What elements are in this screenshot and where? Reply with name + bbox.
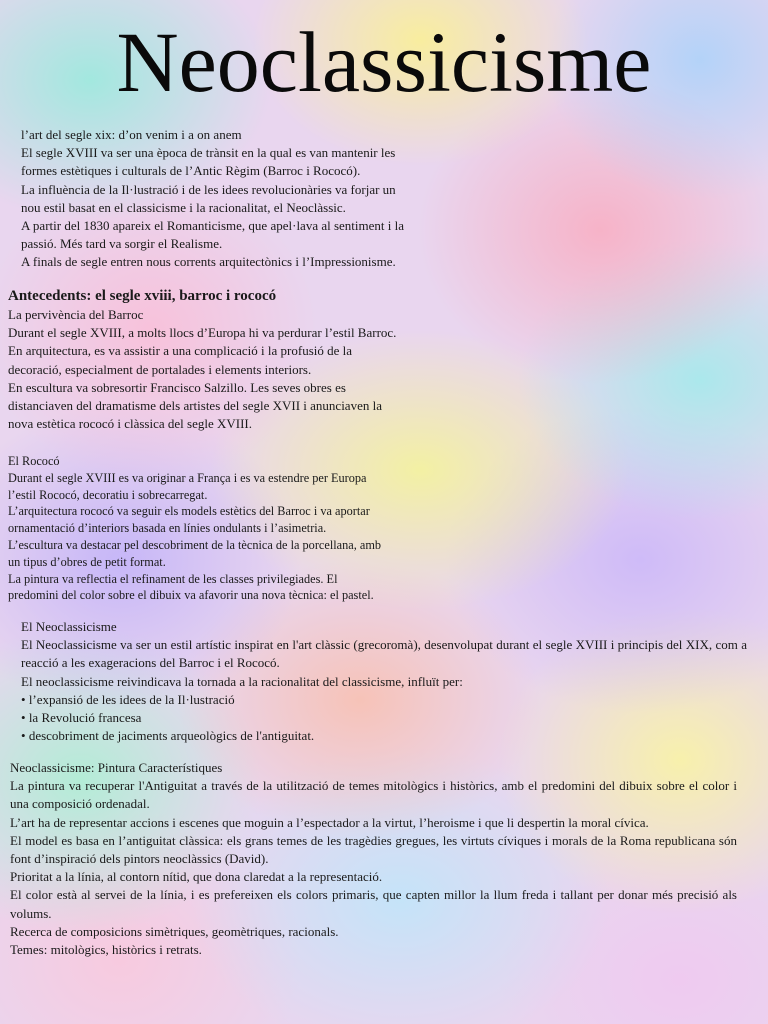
rococo-heading: El Rococó bbox=[8, 454, 60, 468]
pintura-paragraph: La pintura va recuperar l'Antiguitat a través de la utilització de temes mitològics i històrics, amb el predomini del dibuix sobre el color i una composició ordenadal. bbox=[10, 778, 737, 812]
neoclassicisme-paragraph: El Neoclassicisme va ser un estil artístic inspirat en l'art clàssic (grecoromà), desenvolupat durant el segle XVIII i principis del XIX, com a reacció a les exageracions del Barroc i el Rococó. bbox=[21, 637, 747, 671]
rococo-line: L’escultura va destacar pel descobriment de la tècnica de la porcellana, amb bbox=[8, 537, 382, 552]
antecedents-section bbox=[8, 286, 478, 433]
intro-section bbox=[21, 126, 491, 272]
influences-list bbox=[21, 691, 747, 746]
list-item: • la Revolució francesa bbox=[21, 709, 747, 727]
pintura-heading: Neoclassicisme: Pintura Característiques bbox=[10, 760, 223, 775]
intro-line: La influència de la Il·lustració i de les idees revolucionàries va forjar un bbox=[21, 181, 396, 197]
list-item: • l’expansió de les idees de la Il·lustració bbox=[21, 691, 747, 709]
neoclassicisme-section bbox=[21, 618, 747, 745]
intro-line: formes estètiques i culturals de l’Antic Règim (Barroc i Rococó). bbox=[21, 163, 361, 179]
antecedents-line: Durant el segle XVIII, a molts llocs d’Europa hi va perdurar l’estil Barroc. bbox=[8, 325, 397, 341]
rococo-section bbox=[8, 453, 448, 604]
antecedents-line: decoració, especialment de portalades i elements interiors. bbox=[8, 361, 312, 377]
antecedents-line: En arquitectura, es va assistir a una complicació i la profusió de la bbox=[8, 343, 353, 359]
antecedents-line: La pervivència del Barroc bbox=[8, 307, 144, 322]
pintura-section bbox=[10, 759, 737, 959]
antecedents-line: En escultura va sobresortir Francisco Salzillo. Les seves obres es bbox=[8, 379, 346, 395]
intro-line: passió. Més tard va sorgir el Realisme. bbox=[21, 236, 223, 252]
antecedents-line: nova estètica rococó i clàssica del segle XVIII. bbox=[8, 416, 253, 432]
antecedents-heading: Antecedents: el segle xviii, barroc i rococó bbox=[8, 288, 277, 304]
pintura-paragraph: El model es basa en l’antiguitat clàssica: els grans temes de les tragèdies gregues, les virtuts cíviques i morals de la Roma republicana són font d’inspiració dels pintors neoclàssics (David). bbox=[10, 832, 737, 867]
rococo-line: un tipus d’obres de petit format. bbox=[8, 554, 166, 569]
intro-line: A partir del 1830 apareix el Romanticisme, que apel·lava al sentiment i la bbox=[21, 218, 405, 234]
antecedents-line: distanciaven del dramatisme dels artistes del segle XVII i anunciaven la bbox=[8, 398, 382, 414]
rococo-line: l’estil Rococó, decoratiu i sobrecarregat. bbox=[8, 487, 208, 502]
intro-line: El segle XVIII va ser una època de trànsit en la qual es van mantenir les bbox=[21, 145, 396, 161]
rococo-line: La pintura va reflectia el refinament de les classes privilegiades. El bbox=[8, 571, 338, 586]
pintura-paragraph: L’art ha de representar accions i escenes que moguin a l’espectador a la virtut, l’heroisme i que li despertin la moral cívica. bbox=[10, 814, 649, 830]
pintura-paragraph: El color està al servei de la línia, i es prefereixen els colors primaris, que capten millor la llum freda i tallant per donar més precisió als volums. bbox=[10, 887, 737, 921]
neoclassicisme-heading: El Neoclassicisme bbox=[21, 619, 117, 634]
intro-line: l’art del segle xix: d’on venim i a on anem bbox=[21, 127, 242, 142]
rococo-line: L’arquitectura rococó va seguir els models estètics del Barroc i va aportar bbox=[8, 504, 370, 519]
rococo-line: ornamentació d’interiors basada en línies ondulants i l’asimetria. bbox=[8, 521, 327, 536]
rococo-line: predomini del color sobre el dibuix va afavorir una nova tècnica: el pastel. bbox=[8, 588, 374, 603]
pintura-paragraph: Recerca de composicions simètriques, geomètriques, racionals. bbox=[10, 923, 339, 939]
pintura-paragraph: Temes: mitològics, històrics i retrats. bbox=[10, 942, 202, 958]
pintura-paragraph: Prioritat a la línia, al contorn nítid, que dona claredat a la representació. bbox=[10, 869, 383, 885]
rococo-line: Durant el segle XVIII es va originar a França i es va estendre per Europa bbox=[8, 470, 367, 485]
neoclassicisme-line: El neoclassicisme reivindicava la tornada a la racionalitat del classicisme, influït per: bbox=[21, 673, 463, 689]
intro-line: A finals de segle entren nous corrents arquitectònics i l’Impressionisme. bbox=[21, 254, 396, 270]
list-item: • descobriment de jaciments arqueològics de l'antiguitat. bbox=[21, 727, 747, 745]
page-title: Neoclassicisme bbox=[116, 14, 652, 110]
intro-line: nou estil basat en el classicisme i la racionalitat, el Neoclàssic. bbox=[21, 199, 346, 215]
